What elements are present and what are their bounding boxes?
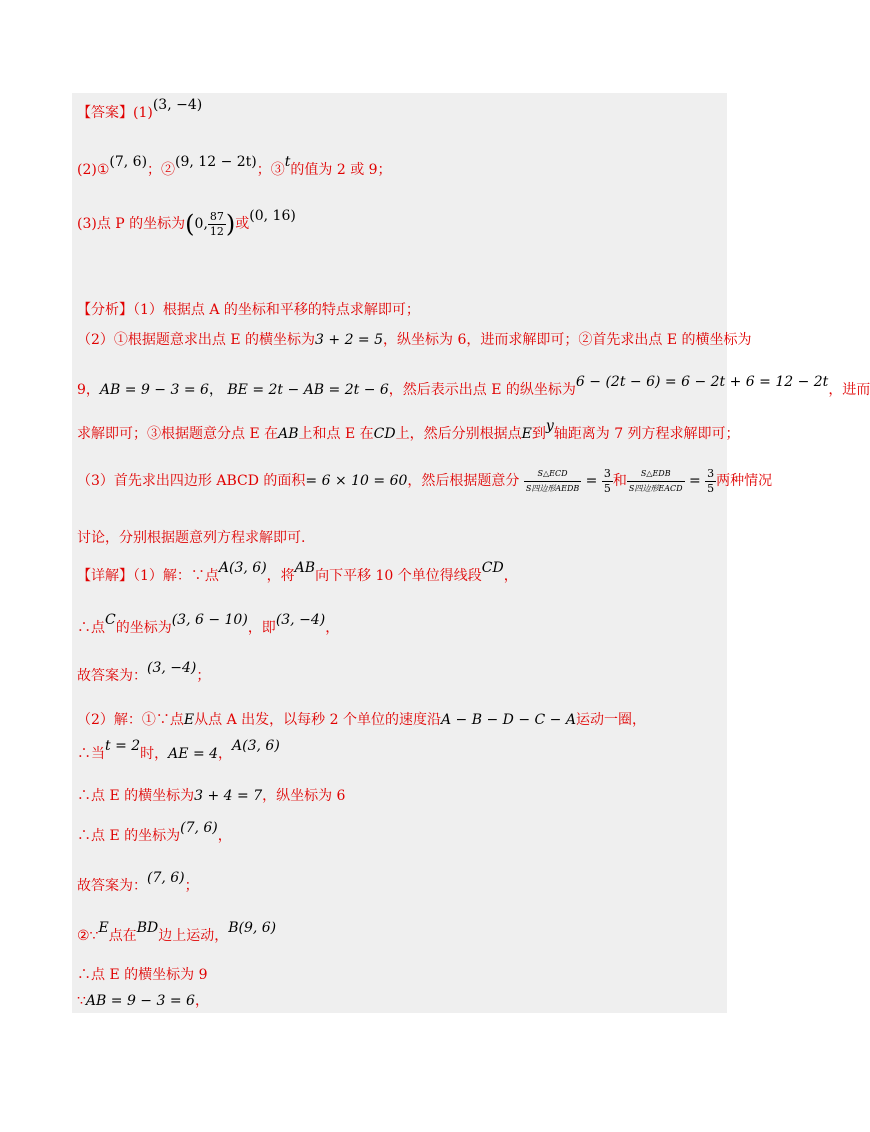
analysis-line-2: （2）①根据题意求出点 E 的横坐标为3 + 2 = 5，纵坐标为 6，进而求解即可；②首先求出点 E 的横坐标为: [77, 332, 752, 348]
detail-line-2: ∴点C的坐标为(3, 6 − 10)，即(3, −4)，: [77, 612, 340, 636]
area-ratio-fraction-1: $\frac{\text{S△ECD}}{\text{S四边形AEDB}}$: [525, 468, 580, 493]
detail-line-10: ∴点 E 的横坐标为 9: [77, 967, 208, 983]
answer-line-2: (2)①(7, 6)；②(9, 12 − 2t)；③t的值为 2 或 9；: [77, 154, 392, 178]
detail-label: 【详解】: [77, 568, 133, 584]
answer-line-3: (3)点 P 的坐标为(0, $\frac{87}{12}$ )或(0, 16): [77, 208, 296, 238]
detail-line-4: （2）解：①∵点E从点 A 出发，以每秒 2 个单位的速度沿A − B − D − C − A运动一圈，: [77, 712, 646, 728]
answer-line-1: 【答案】(1)(3, −4): [77, 97, 203, 121]
detail-line-9: ②∵E点在BD边上运动，B(9, 6): [77, 920, 277, 944]
answer-label: 【答案】: [77, 105, 133, 121]
area-ratio-fraction-2: $\frac{\text{S△EDB}}{\text{S四边形EACD}}$: [628, 468, 683, 493]
detail-line-11: ∵AB = 9 − 3 = 6，: [77, 993, 209, 1009]
detail-line-1: 【详解】（1）解：∵点A(3, 6)，将AB向下平移 10 个单位得线段CD，: [77, 560, 518, 584]
detail-line-6: ∴点 E 的横坐标为3 + 4 = 7，纵坐标为 6: [77, 788, 346, 804]
fraction-87-12: $\frac{87}{12}$: [209, 209, 224, 238]
detail-line-7: ∴点 E 的坐标为(7, 6)，: [77, 820, 232, 844]
analysis-line-4: 求解即可；③根据题意分点 E 在AB上和点 E 在CD上，然后分别根据点E到y轴距离为 7 列方程求解即可；: [77, 418, 740, 442]
analysis-line-5: （3）首先求出四边形 ABCD 的面积= 6 × 10 = 60，然后根据题意分 $\frac{\text{S△ECD}}{\text{S四边形AEDB}}$ = $\frac{3}{5}$ 和 $\frac{\text{S△EDB}}{\text{S四边形EACD}}$ = $\frac{3}{5}$ 两种情况: [77, 466, 773, 495]
detail-line-5: ∴当t = 2时，AE = 4，A(3, 6): [77, 738, 280, 762]
analysis-line-1: 【分析】（1）根据点 A 的坐标和平移的特点求解即可；: [77, 302, 420, 318]
detail-line-8: 故答案为：(7, 6)；: [77, 870, 199, 894]
detail-line-3: 故答案为：(3, −4)；: [77, 660, 211, 684]
analysis-line-6: 讨论，分别根据题意列方程求解即可.: [77, 530, 306, 546]
analysis-label: 【分析】: [77, 302, 133, 318]
analysis-line-3: 9，AB = 9 − 3 = 6， BE = 2t − AB = 2t − 6，然后表示出点 E 的纵坐标为6 − (2t − 6) = 6 − 2t + 6 = 12 − 2t，进而: [77, 374, 870, 398]
